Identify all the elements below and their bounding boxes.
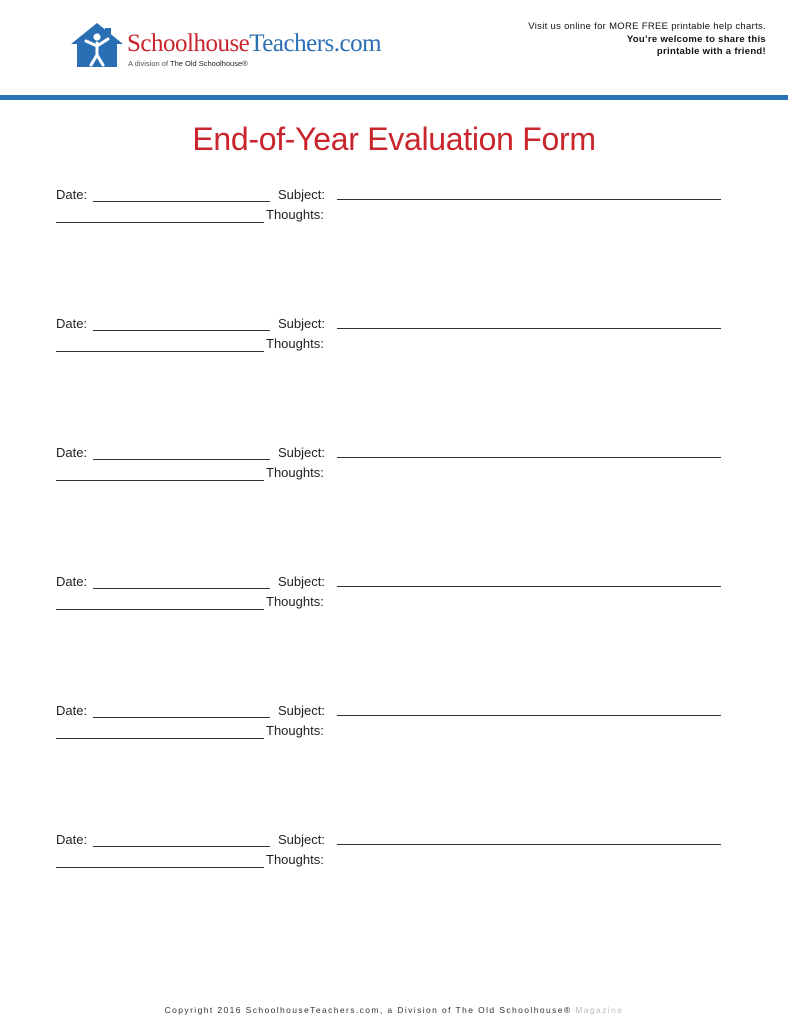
thoughts-field[interactable] bbox=[56, 867, 264, 868]
subject-label: Subject: bbox=[278, 187, 325, 202]
subject-field[interactable] bbox=[337, 457, 721, 458]
thoughts-label: Thoughts: bbox=[266, 465, 324, 480]
date-label: Date: bbox=[56, 316, 88, 331]
evaluation-entry bbox=[0, 572, 788, 632]
thoughts-label: Thoughts: bbox=[266, 852, 324, 867]
page-header bbox=[0, 0, 788, 100]
thoughts-field[interactable] bbox=[56, 609, 264, 610]
date-field[interactable] bbox=[93, 459, 270, 460]
date-field[interactable] bbox=[93, 717, 270, 718]
thoughts-label: Thoughts: bbox=[266, 723, 324, 738]
page-title: End-of-Year Evaluation Form bbox=[192, 121, 596, 157]
subject-field[interactable] bbox=[337, 328, 721, 329]
evaluation-entry bbox=[0, 830, 788, 890]
subject-label: Subject: bbox=[278, 703, 325, 718]
subject-field[interactable] bbox=[337, 844, 721, 845]
date-label: Date: bbox=[56, 832, 88, 847]
subject-label: Subject: bbox=[278, 445, 325, 460]
date-field[interactable] bbox=[93, 330, 270, 331]
thoughts-field[interactable] bbox=[56, 480, 264, 481]
promo-text: Visit us online for MORE FREE printable help charts. You’re welcome to share this printable with a friend! bbox=[528, 21, 766, 57]
evaluation-entry bbox=[0, 443, 788, 503]
evaluation-entry bbox=[0, 701, 788, 761]
brand-logo[interactable] bbox=[70, 22, 430, 72]
brand-division-tagline: A division of The Old Schoolhouse® bbox=[128, 59, 248, 68]
subject-field[interactable] bbox=[337, 586, 721, 587]
subject-label: Subject: bbox=[278, 316, 325, 331]
subject-field[interactable] bbox=[337, 199, 721, 200]
thoughts-label: Thoughts: bbox=[266, 207, 324, 222]
evaluation-entry bbox=[0, 185, 788, 245]
thoughts-label: Thoughts: bbox=[266, 336, 324, 351]
date-field[interactable] bbox=[93, 201, 270, 202]
subject-label: Subject: bbox=[278, 832, 325, 847]
schoolhouse-logo-icon bbox=[70, 22, 124, 68]
evaluation-entry bbox=[0, 314, 788, 374]
subject-field[interactable] bbox=[337, 715, 721, 716]
date-label: Date: bbox=[56, 187, 88, 202]
date-label: Date: bbox=[56, 703, 88, 718]
copyright-footer: Copyright 2016 SchoolhouseTeachers.com, a Division of The Old Schoolhouse® Magazine bbox=[164, 1005, 624, 1015]
thoughts-label: Thoughts: bbox=[266, 594, 324, 609]
subject-label: Subject: bbox=[278, 574, 325, 589]
date-label: Date: bbox=[56, 445, 88, 460]
thoughts-field[interactable] bbox=[56, 351, 264, 352]
date-field[interactable] bbox=[93, 588, 270, 589]
brand-name: SchoolhouseTeachers.com bbox=[127, 30, 382, 57]
date-field[interactable] bbox=[93, 846, 270, 847]
thoughts-field[interactable] bbox=[56, 222, 264, 223]
header-divider bbox=[0, 95, 788, 100]
date-label: Date: bbox=[56, 574, 88, 589]
thoughts-field[interactable] bbox=[56, 738, 264, 739]
